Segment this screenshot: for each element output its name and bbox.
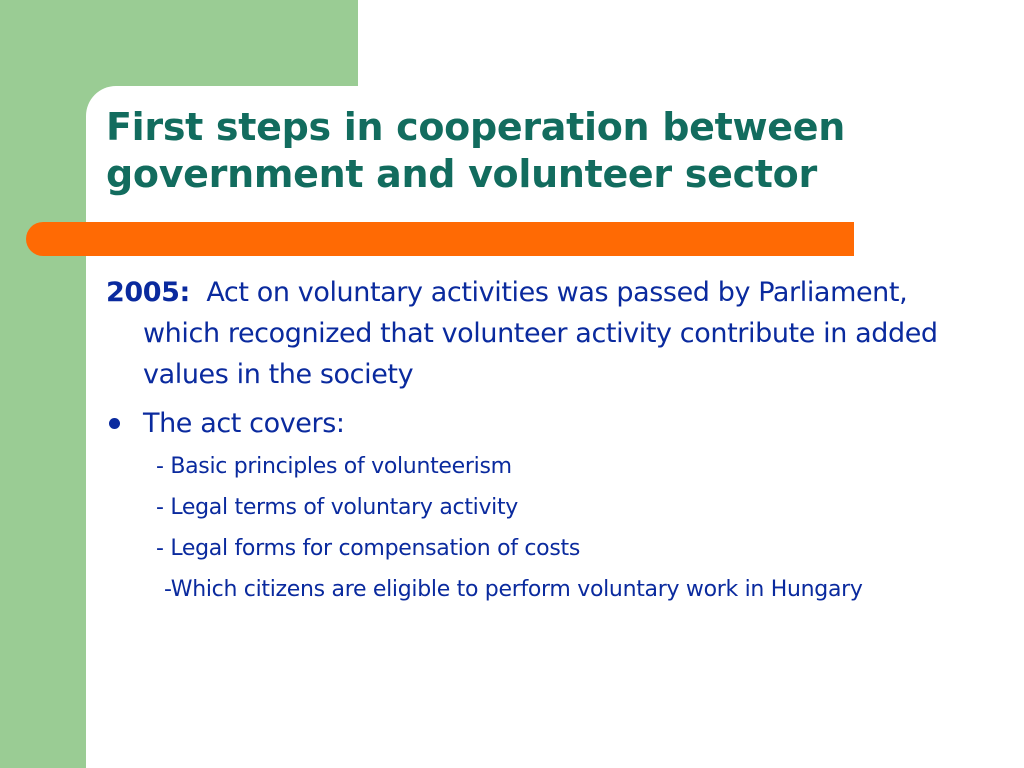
slide-title: First steps in cooperation between government and volunteer sector [106, 105, 845, 196]
accent-bar [26, 222, 854, 256]
intro-paragraph [106, 272, 986, 395]
sub-item: - Legal forms for compensation of costs [156, 536, 580, 561]
bullet-text: The act covers: [143, 408, 345, 439]
slide-body [106, 272, 986, 606]
bullet-dot-icon [109, 418, 120, 429]
sub-item: - Basic principles of volunteerism [156, 454, 512, 479]
sub-item: - Legal terms of voluntary activity [156, 495, 519, 520]
sub-item: -Which citizens are eligible to perform voluntary work in Hungary [164, 577, 863, 602]
intro-text: Act on voluntary activities was passed by Parliament, which recognized that volunteer activity contribute in added values in the society [143, 277, 938, 390]
bullet-item [106, 403, 986, 444]
intro-year: 2005: [106, 277, 190, 308]
